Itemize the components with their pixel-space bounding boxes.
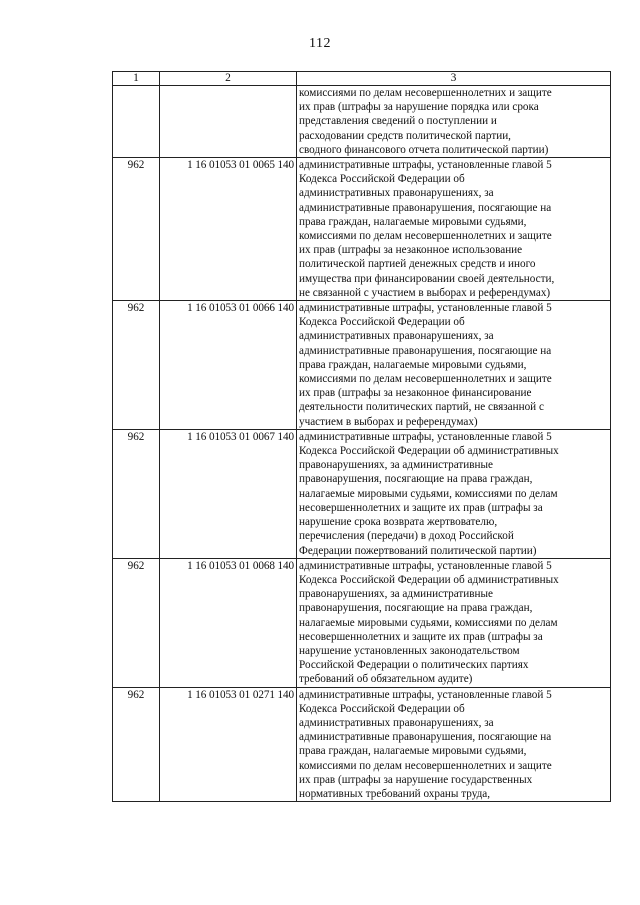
description-line: административные правонарушения, посягающие на	[299, 344, 552, 357]
description-line: административные штрафы, установленные главой 5	[299, 159, 552, 172]
description-line: несовершеннолетних и защите их прав (штрафы за	[299, 630, 543, 643]
budget-code-cell: 1 16 01053 01 0066 140	[160, 301, 297, 430]
description-line: деятельности политических партий, не связанной с	[299, 401, 544, 414]
description-line: права граждан, налагаемые мировыми судьями,	[299, 358, 527, 371]
description-cell	[297, 301, 611, 430]
description-line: Российской Федерации о политических партиях	[299, 659, 529, 672]
column-header-3: 3	[297, 72, 611, 86]
admin-code-cell: 962	[113, 687, 160, 802]
description-line: нормативных требований охраны труда,	[299, 787, 491, 800]
table-row	[113, 687, 611, 802]
description-line: их прав (штрафы за нарушение порядка или срока	[299, 101, 539, 114]
description-line: налагаемые мировыми судьями, комиссиями по делам	[299, 487, 558, 500]
column-header-2: 2	[160, 72, 297, 86]
description-line: требований об обязательном аудите)	[299, 673, 473, 686]
description-line: сводного финансового отчета политической партии)	[299, 143, 549, 156]
description-line: расходовании средств политической партии,	[299, 129, 511, 142]
description-cell	[297, 687, 611, 802]
admin-code-cell: 962	[113, 429, 160, 558]
description-line: комиссиями по делам несовершеннолетних и защите	[299, 759, 552, 772]
description-line: административных правонарушениях, за	[299, 187, 494, 200]
budget-code-cell: 1 16 01053 01 0067 140	[160, 429, 297, 558]
table-header-row	[113, 72, 611, 86]
budget-code-cell: 1 16 01053 01 0065 140	[160, 158, 297, 301]
description-line: Кодекса Российской Федерации об административных	[299, 445, 559, 458]
table-row	[113, 158, 611, 301]
description-line: Кодекса Российской Федерации об	[299, 702, 465, 715]
description-line: правонарушениях, за административные	[299, 459, 493, 472]
table-row	[113, 301, 611, 430]
table-row	[113, 429, 611, 558]
description-line: Кодекса Российской Федерации об административных	[299, 573, 559, 586]
description-line: комиссиями по делам несовершеннолетних и защите	[299, 230, 552, 243]
admin-code-cell: 962	[113, 558, 160, 687]
table-body	[113, 86, 611, 802]
description-cell	[297, 429, 611, 558]
description-line: нарушение установленных законодательством	[299, 644, 520, 657]
description-line: Кодекса Российской Федерации об	[299, 316, 465, 329]
description-line: административных правонарушениях, за	[299, 330, 494, 343]
description-line: их прав (штрафы за незаконное использование	[299, 244, 523, 257]
admin-code-cell: 962	[113, 301, 160, 430]
description-line: права граждан, налагаемые мировыми судьями,	[299, 215, 527, 228]
description-line: перечисления (передачи) в доход Российской	[299, 530, 514, 543]
admin-code-cell: 962	[113, 158, 160, 301]
description-line: права граждан, налагаемые мировыми судьями,	[299, 745, 527, 758]
description-cell	[297, 86, 611, 158]
description-line: правонарушения, посягающие на права граждан,	[299, 473, 533, 486]
description-line: участием в выборах и референдумах)	[299, 415, 478, 428]
description-line: административные штрафы, установленные главой 5	[299, 688, 552, 701]
page-number: 112	[309, 36, 331, 51]
description-line: комиссиями по делам несовершеннолетних и защите	[299, 373, 552, 386]
description-line: имущества при финансировании своей деятельности,	[299, 272, 555, 285]
description-line: административные правонарушения, посягающие на	[299, 201, 552, 214]
budget-code-cell: 1 16 01053 01 0271 140	[160, 687, 297, 802]
description-cell	[297, 158, 611, 301]
description-line: административные правонарушения, посягающие на	[299, 731, 552, 744]
description-line: нарушение срока возврата жертвователю,	[299, 516, 498, 529]
description-line: правонарушения, посягающие на права граждан,	[299, 602, 533, 615]
table-row	[113, 558, 611, 687]
budget-code-cell	[160, 86, 297, 158]
budget-code-cell: 1 16 01053 01 0068 140	[160, 558, 297, 687]
fines-table	[112, 71, 611, 802]
description-line: их прав (штрафы за нарушение государственных	[299, 773, 533, 786]
column-header-1: 1	[113, 72, 160, 86]
description-line: Кодекса Российской Федерации об	[299, 173, 465, 186]
description-line: правонарушениях, за административные	[299, 588, 493, 601]
description-line: административных правонарушениях, за	[299, 716, 494, 729]
description-line: комиссиями по делам несовершеннолетних и защите	[299, 87, 552, 99]
description-line: административные штрафы, установленные главой 5	[299, 559, 552, 572]
description-line: Федерации пожертвований политической партии)	[299, 544, 537, 557]
description-line: их прав (штрафы за незаконное финансирование	[299, 387, 532, 400]
description-line: не связанной с участием в выборах и референдумах)	[299, 286, 551, 299]
description-cell	[297, 558, 611, 687]
description-line: налагаемые мировыми судьями, комиссиями по делам	[299, 616, 558, 629]
description-line: представления сведений о поступлении и	[299, 115, 497, 128]
admin-code-cell	[113, 86, 160, 158]
table-row	[113, 86, 611, 158]
description-line: политической партией денежных средств и иного	[299, 258, 536, 271]
description-line: несовершеннолетних и защите их прав (штрафы за	[299, 501, 543, 514]
description-line: административные штрафы, установленные главой 5	[299, 430, 552, 443]
description-line: административные штрафы, установленные главой 5	[299, 302, 552, 315]
